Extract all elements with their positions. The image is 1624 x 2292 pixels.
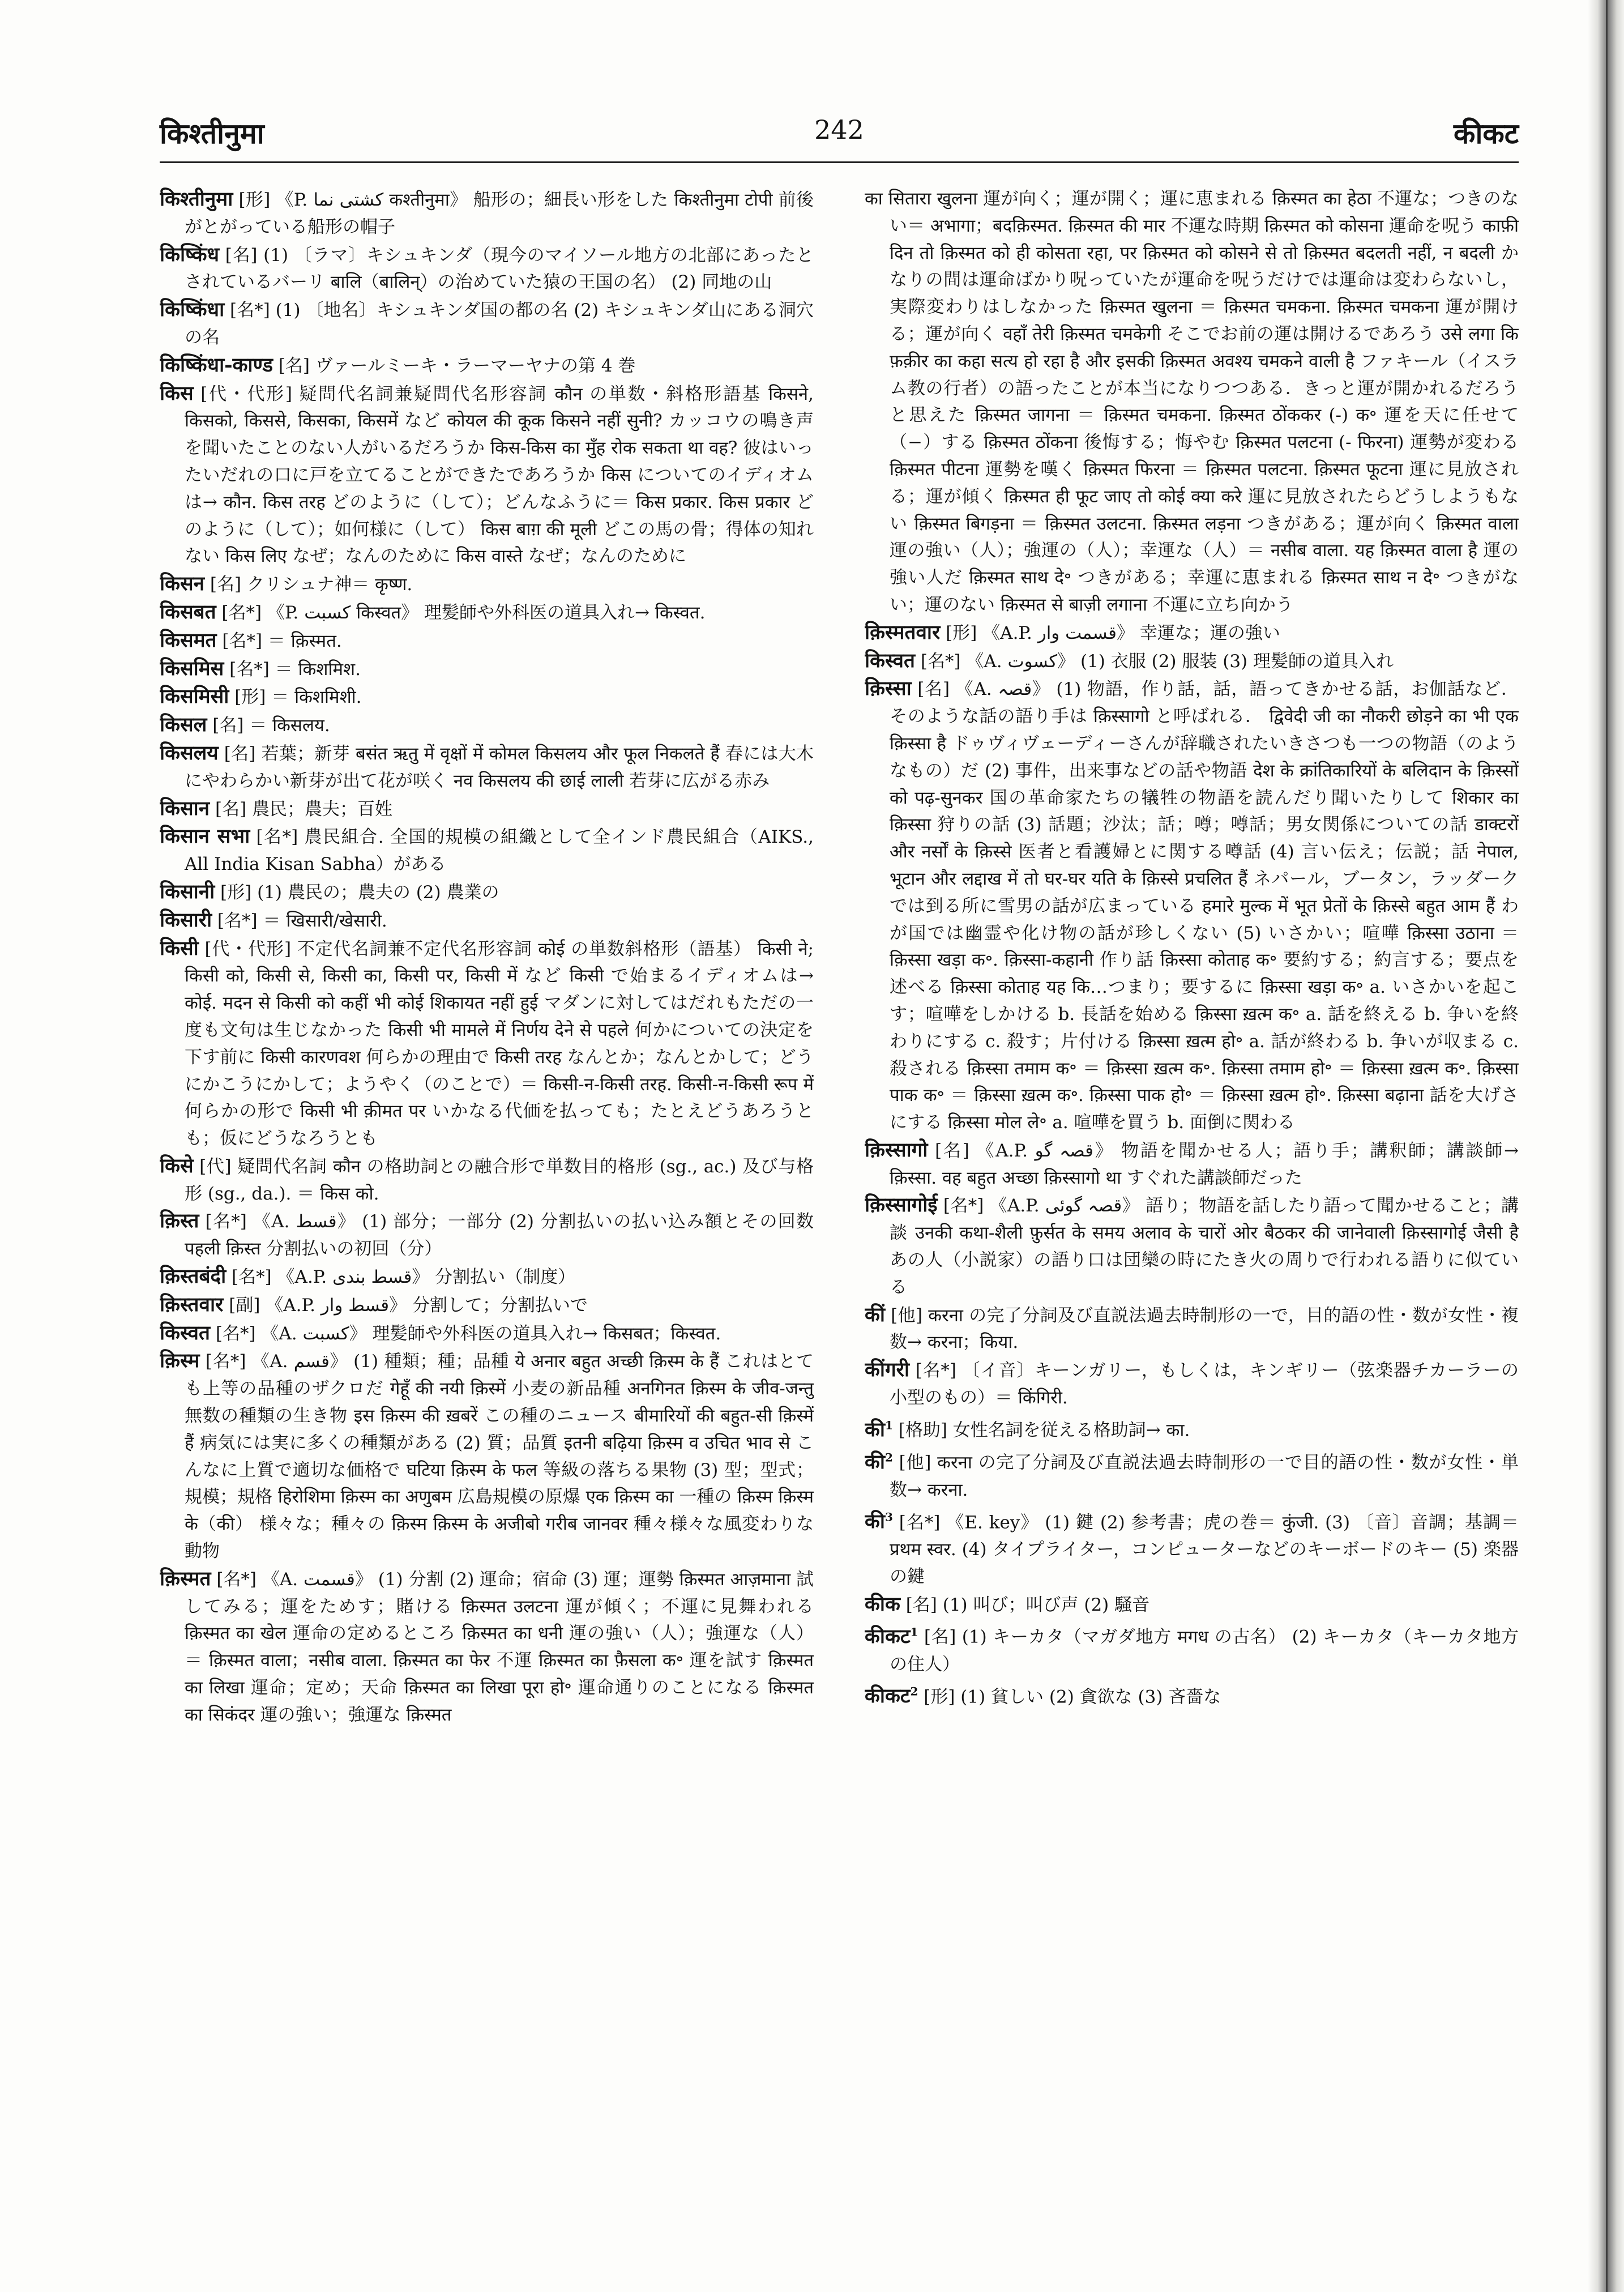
entry-definition: [名] 若葉；新芽 बसंत ऋतु में वृक्षों में कोमल किसलय और फूल निकलते हैं 春には大木にやわらかい新芽が出て花が咲く नव किसलय की छाई लाली 若芽に広がる赤み [185,743,814,791]
dictionary-entry [865,186,1519,619]
entry-definition: [代・代形] 不定代名詞兼不定代名形容詞 कोई の単数斜格形（語基） किसी ने; किसी को, किसी से, किसी का, किसी पर, किसी में など किसी で始まるイディオムは→ कोई. मदन से किसी को कहीं भी कोई शिकायत नहीं हुई マダンに対してはだれもただの一度も文句は生じなかった किसी भी मामले में निर्णय देने से पहले 何かについての決定を下す前に किसी कारणवश 何らかの理由で किसी तरह なんとか；なんとかして；どうにかこうにかして；ようやく（のことで）＝ किसी-न-किसी तरह. किसी-न-किसी रूप में 何らかの形で किसी भी क़ीमत पर いかなる代価を払っても；たとえどうあろうとも；仮にどうなろうとも [185,938,814,1149]
dictionary-entry [865,1591,1519,1619]
headword [865,1138,928,1162]
headword [160,629,217,652]
headword-text: क़िस्म [160,1349,200,1373]
entry-definition: [名*] 《A.P. قسط بندی》 分割払い（制度） [232,1267,576,1288]
headword-text: क़िस्मत [160,1567,211,1590]
dictionary-entry [865,1301,1519,1357]
entry-definition: [名] (1) キーカタ（マガダ地方 मगध の古名） (2) キーカタ（キーカタ地方の住人） [890,1627,1519,1675]
dictionary-entry [160,296,814,352]
dictionary-entry [160,1320,814,1348]
headword [865,1358,909,1381]
headword-text: किस [160,381,194,405]
dictionary-entry [160,352,814,380]
entry-definition: [形] (1) 貧しい (2) 貪欲な (3) 吝嗇な [924,1687,1221,1708]
dictionary-entry [865,675,1519,1137]
headword-text: किष्किंध [160,242,220,266]
headword-text: किश्तीनुमा [160,187,233,211]
dictionary-entry [160,627,814,655]
headword-text: कीं [865,1303,885,1326]
headword-text: क़िस्तवार [160,1292,224,1316]
headword-text: किसमिस [160,656,224,680]
dictionary-entry [865,1679,1519,1711]
headword-text: की [865,1418,885,1441]
entry-definition: [名] ＝ किसलय. [212,715,330,736]
entry-definition: [名] (1) 叫び；叫び声 (2) 騒音 [905,1594,1150,1615]
headword [865,1593,900,1616]
headword [160,657,224,680]
headword [865,1625,918,1648]
headword-text: किस्वत [865,648,915,672]
dictionary-entry [160,241,814,297]
entry-definition: [名*] 《A. قسمت》 (1) 分割 (2) 運命；宿命 (3) 運；運勢 क़िस्मत आज़माना 試してみる；運をためす；賭ける क़िस्मत उलटना 運が傾く；不運に見舞われる क़िस्मत का खेल 運命の定めるところ क़िस्मत का धनी 運の強い（人）；強運な（人）＝ क़िस्मत वाला；नसीब वाला. क़िस्मत का फेर 不運 क़िस्मत का फ़ैसला क॰ 運を試す क़िस्मत का लिखा 運命；定め；天命 क़िस्मत का लिखा पूरा हो॰ 運命通りのことになる क़िस्मत का सिकंदर 運の強い；強運な क़िस्मत [185,1569,814,1725]
entry-definition: [名] (1) 〔ラマ〕キシュキンダ（現今のマイソール地方の北部にあったとされているバーリ बालि（बालिन्）の治めていた猿の王国の名） (2) 同地の山 [185,245,814,293]
entry-definition: [形] (1) 農民の；農夫の (2) 農業の [220,882,499,903]
headword [160,1293,223,1316]
headword [160,1154,194,1177]
dictionary-entry [865,1619,1519,1678]
entry-definition: [形] ＝ किशमिशी. [234,687,362,708]
dictionary-entry [160,683,814,711]
right-guide-word: कीकट [1454,117,1519,150]
headword-text: किसन [160,572,205,596]
binding-line [1606,0,1608,2292]
headword-text: क़िस्सागो [865,1138,928,1162]
dictionary-entry [865,1504,1519,1591]
entry-definition: [名*] (1) 〔地名〕キシュキンダ国の都の名 (2) キシュキンダ山にある洞穴の名 [185,300,814,348]
page-number: 242 [814,114,864,145]
headword-text: कीकट [865,1684,911,1708]
headword [160,353,273,377]
headword-text: कीकट [865,1625,911,1649]
headword-text: किसे [160,1154,194,1177]
entry-definition: [名*] 《P. کسبت किस्वत》 理髪師や外科医の道具入れ→ किस्वत. [221,602,706,623]
headword [865,1684,918,1708]
dictionary-entry [160,1153,814,1208]
homograph-number: 2 [884,1450,893,1465]
dictionary-entry [865,647,1519,676]
entry-definition: [名*] ＝ क़िस्मत. [222,630,342,651]
entry-definition: [他] करना の完了分詞及び直説法過去時制形の一で目的語の性・数が女性・単数→ करना. [890,1452,1519,1500]
headword-text: क़िस्त [160,1209,199,1233]
dictionary-entry [160,1263,814,1291]
dictionary-entry [160,1291,814,1320]
headword [160,1321,210,1345]
dictionary-entry [160,599,814,627]
headword [160,1209,199,1232]
headword [865,649,915,672]
dictionary-entry [160,186,814,241]
dictionary-entry [865,1192,1519,1301]
dictionary-entry [160,795,814,823]
headword [865,1418,893,1441]
headword [865,1193,938,1217]
homograph-number: 1 [884,1418,893,1432]
dictionary-entry [160,823,814,878]
headword [865,621,940,644]
homograph-number: 2 [910,1684,918,1698]
headword [160,908,212,932]
entry-definition: [名] ヴァールミーキ・ラーマーヤナの第 4 巻 [278,355,636,376]
entry-definition: [名] 農民；農夫；百姓 [215,799,393,820]
headword [160,572,204,595]
headword [160,880,215,903]
headword-text: किसान सभा [160,825,250,848]
entry-definition: [代] 疑問代名詞 कौन の格助詞との融合形で単数目的格形 (sg., ac.) 及び与格形 (sg., da.). ＝ किस को. [185,1156,814,1204]
headword [160,937,199,960]
dictionary-entry [160,907,814,935]
headword [865,1303,885,1326]
headword [160,1567,211,1590]
headword-text: किसमत [160,628,217,652]
headword [160,382,194,405]
headword [865,677,912,700]
headword [160,600,216,624]
entry-definition: [格助] 女性名詞を従える格助詞→ का. [898,1420,1190,1441]
dictionary-entry [160,1347,814,1565]
headword [160,713,207,736]
headword-text: किसी [160,936,199,960]
dictionary-entry [160,1565,814,1729]
headword [160,685,229,708]
entry-definition: [名*] 〔イ音〕キーンガリー，もしくは，キンギリー（弦楽器チカーラーの小型のもの）＝ किंगिरी. [890,1360,1519,1409]
entry-definition: [名] 《A. قصہ》 (1) 物語，作り話，話，語ってきかせる話，お伽話など．そのような話の語り手は क़िस्सागो と呼ばれる． द्विवेदी जी का नौकरी छोड़ने का भी एक क़िस्सा है ドゥヴィヴェーディーさんが辞職されたいきさつも一つの物語（のようなもの）だ (2) 事件，出来事などの話や物語 देश के क्रांतिकारियों के बलिदान के क़िस्सों को पढ़-सुनकर 国の革命家たちの犠牲の物語を読んだり聞いたりして शिकार का क़िस्सा 狩りの話 (3) 話題；沙汰；話；噂；噂話；男女関係についての話 डाक्टरों और नर्सों के क़िस्से 医者と看護婦とに関する噂話 (4) 言い伝え；伝説；話 नेपाल, भूटान और लद्दाख में तो घर-घर यति के क़िस्से प्रचलित हैं ネパール，ブータン，ラッダークでは到る所に雪男の話が広まっている हमारे मुल्क में भूत प्रेतों के क़िस्से बहुत आम हैं わが国では幽霊や化け物の話が珍しくない (5) いさかい；喧嘩 क़िस्सा उठाना ＝ क़िस्सा खड़ा क॰. क़िस्सा-कहानी 作り話 क़िस्सा कोताह क॰ 要約する；約言する；要点を述べる क़िस्सा कोताह यह कि…つまり；要するに क़िस्सा खड़ा क॰ a. いさかいを起こす；喧嘩をしかける b. 長話を始める क़िस्सा ख़त्म क॰ a. 話を終える b. 争いを終わりにする c. 殺す；片付ける क़िस्सा ख़त्म हो॰ a. 話が終わる b. 争いが収まる c. 殺される क़िस्सा तमाम क॰ ＝ क़िस्सा ख़त्म क॰. क़िस्सा तमाम हो॰ ＝ क़िस्सा ख़त्म क॰. क़िस्सा पाक क॰ ＝ क़िस्सा ख़त्म क॰. क़िस्सा पाक हो॰ ＝ क़िस्सा ख़त्म हो॰. क़िस्सा बढ़ाना 話を大げさにする क़िस्सा मोल ले॰ a. 喧嘩を買う b. 面倒に関わる [890,679,1519,1133]
dictionary-entry [160,878,814,907]
dictionary-entry [160,711,814,740]
headword [160,741,219,765]
running-head [160,113,1519,159]
entry-definition: [代・代形] 疑問代名詞兼疑問代名形容詞 कौन の単数・斜格形語基 किसने, किसको, किससे, किसका, किसमें など कोयल की कूक किसने नहीं सुनी? カッコウの鳴き声を聞いたことのない人がいるだろうか किस-किस का मुँह रोक सकता था वह? 彼はいったいだれの口に戸を立てることができたであろうか किस についてのイディオムは→ कौन. किस तरह どのように（して）；どんなふうに＝ किस प्रकार. किस प्रकार どのように（して）；如何様に（して） किस बाग़ की मूली どこの馬の骨；得体の知れない किस लिए なぜ；なんのために किस वास्ते なぜ；なんのために [185,383,814,567]
entry-definition: [名*] 《A.P. قصہ گوئی》 語り；物語を話したり語って聞かせること；講談 उनकी कथा-शैली फ़ुर्सत के समय अलाव के चारों ओर बैठकर की जानेवाली क़िस्सागोई जैसी है あの人（小説家）の語り口は団欒の時にたき火の周りで行われる語りに似ている [890,1196,1519,1297]
dictionary-entry [865,1356,1519,1412]
headword [160,243,219,266]
headword-text: क़िस्तबंदी [160,1265,226,1288]
headword-text: की [865,1510,885,1534]
headword-text: क़िस्मतवार [865,620,941,644]
dictionary-entry [160,1207,814,1263]
homograph-number: 3 [884,1510,893,1524]
left-column [160,186,814,2236]
headword-text: किष्किंधा [160,298,225,322]
headword-text: क़िस्सा [865,677,912,701]
entry-definition: [他] करना の完了分詞及び直説法過去時制形の一で，目的語の性・数が女性・複数→ करना；किया. [890,1305,1519,1353]
headword [160,187,233,211]
entry-definition: [名*] 《A. کسوت》 (1) 衣服 (2) 服装 (3) 理髪師の道具入れ [920,651,1394,672]
dictionary-entry [160,380,814,571]
entry-definition: [名*] 《A. قسط》 (1) 部分；一部分 (2) 分割払いの払い込み額とその回数 पहली क़िस्त 分割払いの初回（分） [185,1211,814,1260]
entry-definition: [名*] 農民組合. 全国的規模の組織として全インド農民組合（AIKS., All India Kisan Sabha）がある [185,827,814,875]
headword-text: किसानी [160,880,215,903]
entry-definition: [名*] ＝ खिसारी/खेसारी. [217,910,387,931]
header-rule [160,161,1519,163]
entry-definition: [名*] ＝ किशमिश. [229,659,361,680]
entry-definition: [名*] 《A. کسبت》 理髪師や外科医の道具入れ→ किसबत；किस्वत. [215,1323,721,1344]
entry-definition: [名*] 《E. key》 (1) 鍵 (2) 参考書；虎の巻＝ कुंजी. (3) 〔音〕音調；基調＝ प्रथम स्वर. (4) タイプライター，コンピューターなどのキーボードのキー (5) 楽器の鍵 [890,1512,1519,1587]
entry-definition: का सितारा खुलना 運が向く；運が開く；運に恵まれる क़िस्मत का हेठा 不運な；つきのない＝ अभागा；बदक़िस्मत. क़िस्मत की मार 不運な時期 क़िस्मत को कोसना 運命を呪う काफ़ी दिन तो क़िस्मत को ही कोसता रहा, पर क़िस्मत को कोसने से तो क़िस्मत बदलती नहीं, न बदली かなりの間は運命ばかり呪っていたが運命を呪うだけでは運命は変わらないし，実際変わりはしなかった क़िस्मत खुलना ＝ क़िस्मत चमकना. क़िस्मत चमकना 運が開ける；運が向く वहाँ तेरी क़िस्मत चमकेगी そこでお前の運は開けるであろう उसे लगा कि फ़क़ीर का कहा सत्य हो रहा है और इसकी क़िस्मत अवश्य चमकने वाली है ファキール（イスラム教の行者）の語ったことが本当になりつつある．きっと運が開かれるだろうと思えた क़िस्मत जागना ＝ क़िस्मत चमकना. क़िस्मत ठोंककर (-) क॰ 運を天に任せて（−）する क़िस्मत ठोंकना 後悔する；悔やむ क़िस्मत पलटना (- फिरना) 運勢が変わる क़िस्मत पीटना 運勢を嘆く क़िस्मत फिरना ＝ क़िस्मत पलटना. क़िस्मत फूटना 運に見放される；運が傾く क़िस्मत ही फूट जाए तो कोई क्या करे 運に見放されたらどうしようもない क़िस्मत बिगड़ना ＝ क़िस्मत उलटना. क़िस्मत लड़ना つきがある；運が向く क़िस्मत वाला 運の強い（人）；強運の（人）；幸運な（人）＝ नसीब वाला. यह क़िस्मत वाला है 運の強い人だ क़िस्मत साथ दे॰ つきがある；幸運に恵まれる क़िस्मत साथ न दे॰ つきがない；運のない क़िस्मत से बाज़ी लगाना 不運に立ち向かう [865,189,1519,615]
headword-text: किसारी [160,908,212,932]
headword [865,1510,893,1533]
headword-text: क़िस्सागोई [865,1193,938,1217]
headword-text: कींगरी [865,1358,910,1382]
dictionary-entry [160,570,814,599]
headword [160,1265,226,1288]
entry-definition: [名] クリシュナ神＝ कृष्ण. [210,574,413,595]
entry-definition: [形] 《A.P. قسمت وار》 幸運な；運の強い [946,622,1280,643]
left-guide-word: किश्तीनुमा [160,117,264,150]
dictionary-entry [865,1412,1519,1444]
dictionary-entry [160,935,814,1153]
headword-text: किसबत [160,600,216,624]
homograph-number: 1 [910,1625,918,1639]
headword-text: किसल [160,713,207,737]
entry-definition: [形] 《P. کشتی نما कश्तीनुमा》 船形の；細長い形をした किश्तीनुमा टोपी 前後がとがっている船形の帽子 [185,190,814,237]
headword-text: किसान [160,796,210,820]
headword-text: किष्किंधा-काण्ड [160,353,273,377]
dictionary-entry [160,655,814,684]
entry-definition: [名*] 《A. قسم》 (1) 種類；種；品種 ये अनार बहुत अच्छी क़िस्म के हैं これはとても上等の品種のザクロだ गेहूँ की नयी क़िस्में 小麦の新品種 अनगिनत क़िस्म के जीव-जन्तु 無数の種類の生き物 इस क़िस्म की ख़बरें この種のニュース बीमारियों की बहुत-सी क़िस्में हैं 病気には実に多くの種類がある (2) 質；品質 इतनी बढ़िया क़िस्म व उचित भाव से こんなに上質で適切な価格で घटिया क़िस्म के फल 等級の落ちる果物 (3) 型；型式；規模；規格 हिरोशिमा क़िस्म का अणुबम 広島規模の原爆 एक क़िस्म का 一種の क़िस्म क़िस्म के（की） 様々な；種々の क़िस्म क़िस्म के अजीबो गरीब जानवर 種々様々な風変わりな動物 [185,1351,814,1562]
headword-text: किसमिसी [160,685,229,708]
headword [160,1349,200,1372]
entry-definition: [名] 《A.P. قصہ گو》 物語を聞かせる人；語り手；講釈師；講談師→ क़िस्सा. वह बहुत अच्छा क़िस्सागो था すぐれた講談師だった [890,1140,1519,1188]
dictionary-entry [865,1444,1519,1504]
headword [865,1450,893,1474]
dictionary-entry [865,1137,1519,1192]
headword-text: कीक [865,1592,900,1616]
headword [160,298,224,321]
right-column [865,186,1519,2236]
headword-text: की [865,1450,885,1474]
dictionary-entry [865,619,1519,647]
headword-text: किसलय [160,741,219,765]
headword-text: किस्वत [160,1321,210,1345]
headword [160,825,250,848]
dictionary-entry [160,740,814,795]
headword [160,797,210,820]
entry-definition: [副] 《A.P. قسط وار》 分割して；分割払いで [229,1295,588,1316]
